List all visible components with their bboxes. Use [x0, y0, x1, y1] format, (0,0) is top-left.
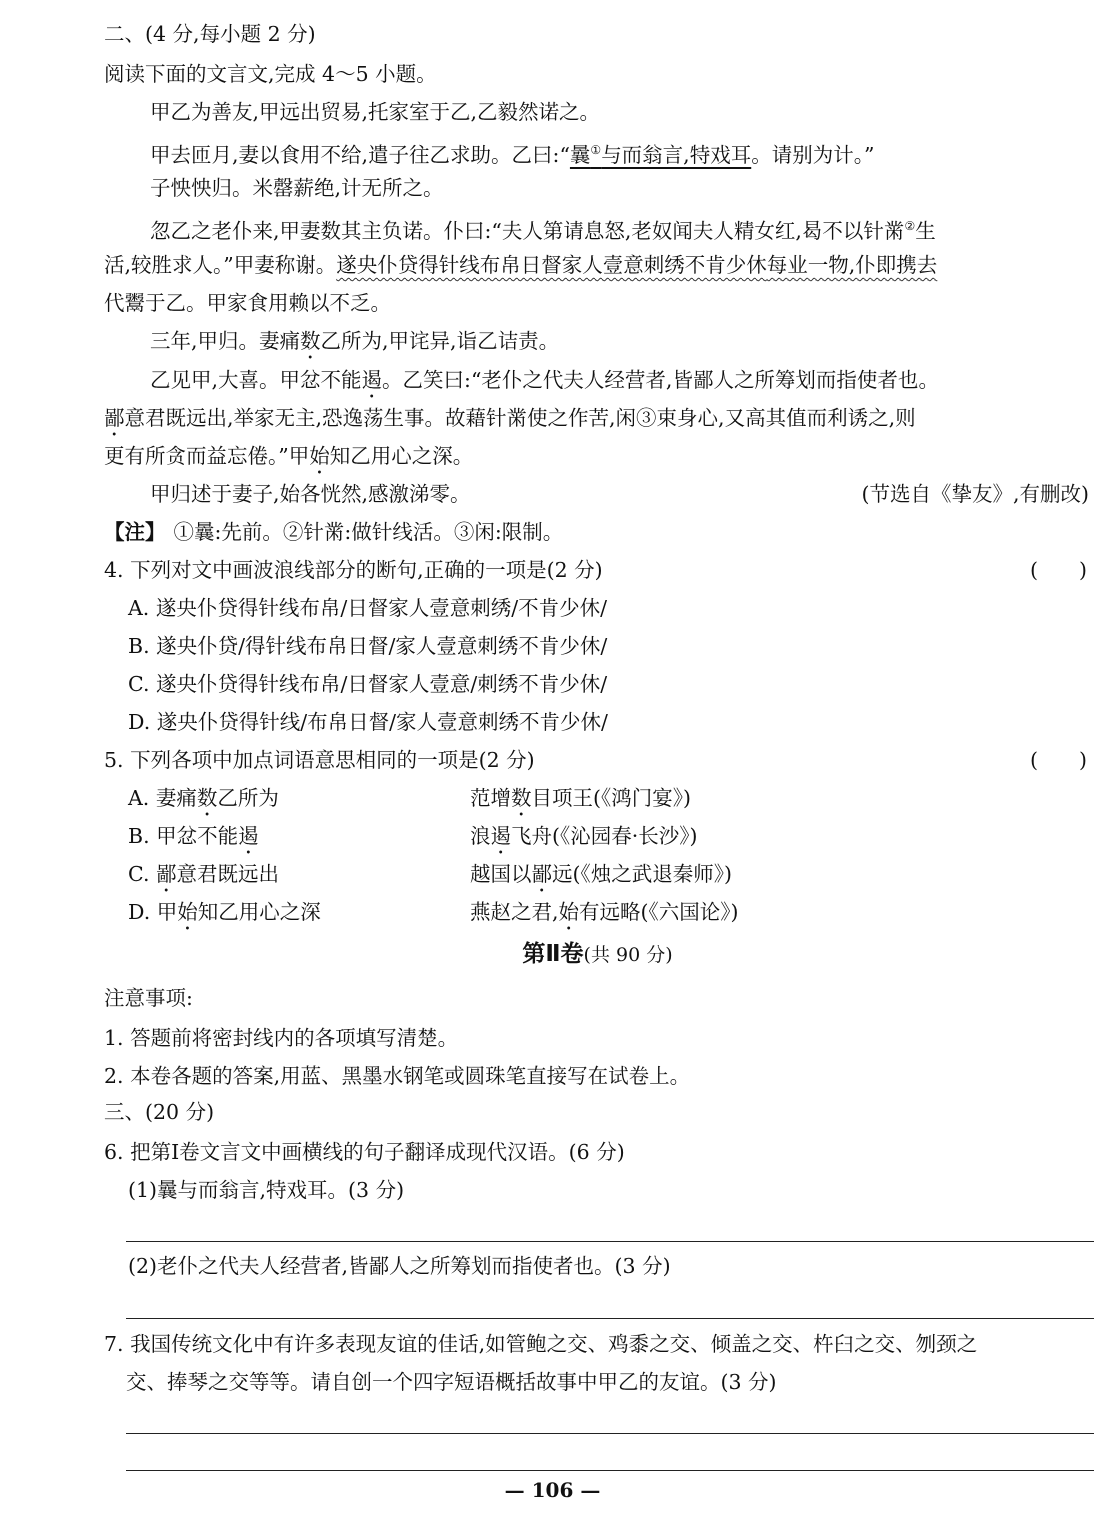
note-text: ①曩:先前。②针黹:做针线活。③闲:限制。: [173, 520, 564, 544]
answer-line[interactable]: [126, 1470, 1094, 1471]
dotted-word: 始: [177, 900, 198, 924]
notice-label: 注意事项:: [104, 986, 193, 1010]
option-b-left: B. 甲忿不能遏: [128, 824, 259, 848]
note-label: 【注】: [104, 520, 166, 544]
option-d-left: D. 甲始知乙用心之深: [128, 900, 321, 924]
option-b-right: 浪遏飞舟(《沁园春·长沙》): [470, 824, 698, 848]
answer-line[interactable]: [126, 1318, 1094, 1319]
underlined-sentence: 曩①与而翁言,特戏耳: [569, 143, 752, 167]
dotted-word: 始: [309, 444, 330, 468]
question-6-stem: 6. 把第Ⅰ卷文言文中画横线的句子翻译成现代汉语。(6 分): [104, 1140, 625, 1164]
option-b: B. 遂央仆贷/得针线布帛日督/家人壹意刺绣不肯少休/: [128, 634, 608, 658]
passage-text: 甲去匝月,妻以食用不给,遣子往乙求助。乙曰:“: [150, 143, 570, 167]
option-a-left: A. 妻痛数乙所为: [128, 786, 279, 810]
dotted-word: 数: [300, 329, 321, 353]
passage-paragraph-6: 乙见甲,大喜。甲忿不能遏。乙笑曰:“老仆之代夫人经营者,皆鄙人之所筹划而指使者也。: [150, 368, 939, 392]
footnote-marker: ②: [904, 219, 916, 233]
dotted-word: 遏: [361, 368, 383, 392]
question-6-part-2: (2)老仆之代夫人经营者,皆鄙人之所筹划而指使者也。(3 分): [128, 1254, 671, 1278]
question-7-stem-cont: 交、捧琴之交等等。请自创一个四字短语概括故事中甲乙的友谊。(3 分): [126, 1370, 777, 1394]
notice-item-2: 2. 本卷各题的答案,用蓝、黑墨水钢笔或圆珠笔直接写在试卷上。: [104, 1064, 691, 1088]
option-c-left: C. 鄙意君既远出: [128, 862, 279, 886]
option-c: C. 遂央仆贷得针线布帛/日督家人壹意/刺绣不肯少休/: [128, 672, 608, 696]
option-d-right: 燕赵之君,始有远略(《六国论》): [470, 900, 739, 924]
passage-text: 。请别为计。”: [751, 143, 875, 167]
answer-bracket[interactable]: ( ): [1030, 748, 1087, 772]
question-6-part-1: (1)曩与而翁言,特戏耳。(3 分): [128, 1178, 405, 1202]
passage-paragraph-4-cont: [104, 251, 937, 279]
notes: [104, 518, 563, 546]
underlined-sentence: 老仆之代夫人经营者,皆鄙人之所筹划而指使者也: [481, 368, 919, 392]
wavy-underlined-sentence: 遂央仆贷得针线布帛日督家人壹意刺绣不肯少休每业一物,仆即携去: [336, 253, 938, 277]
option-c-right: 越国以鄙远(《烛之武退秦师》): [470, 862, 732, 886]
passage-paragraph-3: 子怏怏归。米罄薪绝,计无所之。: [150, 176, 444, 200]
section-header: 三、(20 分): [104, 1100, 215, 1124]
dotted-word: 鄙: [156, 862, 177, 886]
option-a: A. 遂央仆贷得针线布帛/日督家人壹意刺绣/不肯少休/: [128, 596, 608, 620]
part-title: 第Ⅱ卷(共 90 分): [522, 941, 673, 967]
passage-paragraph-1: 甲乙为善友,甲远出贸易,托家室于乙,乙毅然诺之。: [150, 100, 601, 124]
passage-paragraph-7: 甲归述于妻子,始各恍然,感激涕零。: [150, 482, 471, 506]
dotted-word: 遏: [490, 824, 511, 848]
passage-paragraph-4: [150, 212, 936, 245]
dotted-word: 数: [196, 786, 218, 810]
section-instruction: 阅读下面的文言文,完成 4～5 小题。: [104, 62, 437, 86]
question-7-stem: 7. 我国传统文化中有许多表现友谊的佳话,如管鲍之交、鸡黍之交、倾盖之交、杵臼之交、刎颈之: [104, 1332, 978, 1356]
footnote-marker: ①: [590, 143, 602, 157]
passage-text: 生: [915, 219, 936, 243]
passage-text: 活,较胜求人。”甲妻称谢。: [104, 253, 337, 277]
passage-paragraph-6-end: 更有所贪而益忘倦。”甲始知乙用心之深。: [104, 444, 474, 468]
dotted-word: 数: [511, 786, 532, 810]
answer-bracket[interactable]: ( ): [1030, 558, 1087, 582]
passage-text: 忽乙之老仆来,甲妻数其主负诺。仆曰:“夫人第请息怒,老奴闻夫人精女红,曷不以针黹: [150, 219, 905, 243]
source-citation: (节选自《挚友》,有删改): [861, 482, 1089, 506]
dotted-word: 鄙: [104, 406, 125, 430]
page-number: — 106 —: [504, 1478, 601, 1502]
option-a-right: 范增数目项王(《鸿门宴》): [470, 786, 691, 810]
dotted-word: 鄙: [531, 862, 552, 886]
passage-paragraph-4-end: 代鬻于乙。甲家食用赖以不乏。: [104, 291, 391, 315]
question-4-stem: 4. 下列对文中画波浪线部分的断句,正确的一项是(2 分): [104, 558, 603, 582]
section-header: 二、(4 分,每小题 2 分): [104, 22, 316, 46]
passage-paragraph-2: [150, 136, 874, 169]
answer-line[interactable]: [126, 1433, 1094, 1434]
dotted-word: 始: [558, 900, 580, 924]
answer-line[interactable]: [126, 1241, 1094, 1242]
notice-item-1: 1. 答题前将密封线内的各项填写清楚。: [104, 1026, 459, 1050]
dotted-word: 遏: [238, 824, 259, 848]
question-5-stem: 5. 下列各项中加点词语意思相同的一项是(2 分): [104, 748, 535, 772]
passage-paragraph-5: 三年,甲归。妻痛数乙所为,甲诧异,诣乙诘责。: [150, 329, 560, 353]
passage-paragraph-6-cont: 鄙意君既远出,举家无主,恐逸荡生事。故藉针黹使之作苦,闲③束身心,又高其值而利诱之,则: [104, 406, 916, 430]
option-d: D. 遂央仆贷得针线/布帛日督/家人壹意刺绣不肯少休/: [128, 710, 608, 734]
